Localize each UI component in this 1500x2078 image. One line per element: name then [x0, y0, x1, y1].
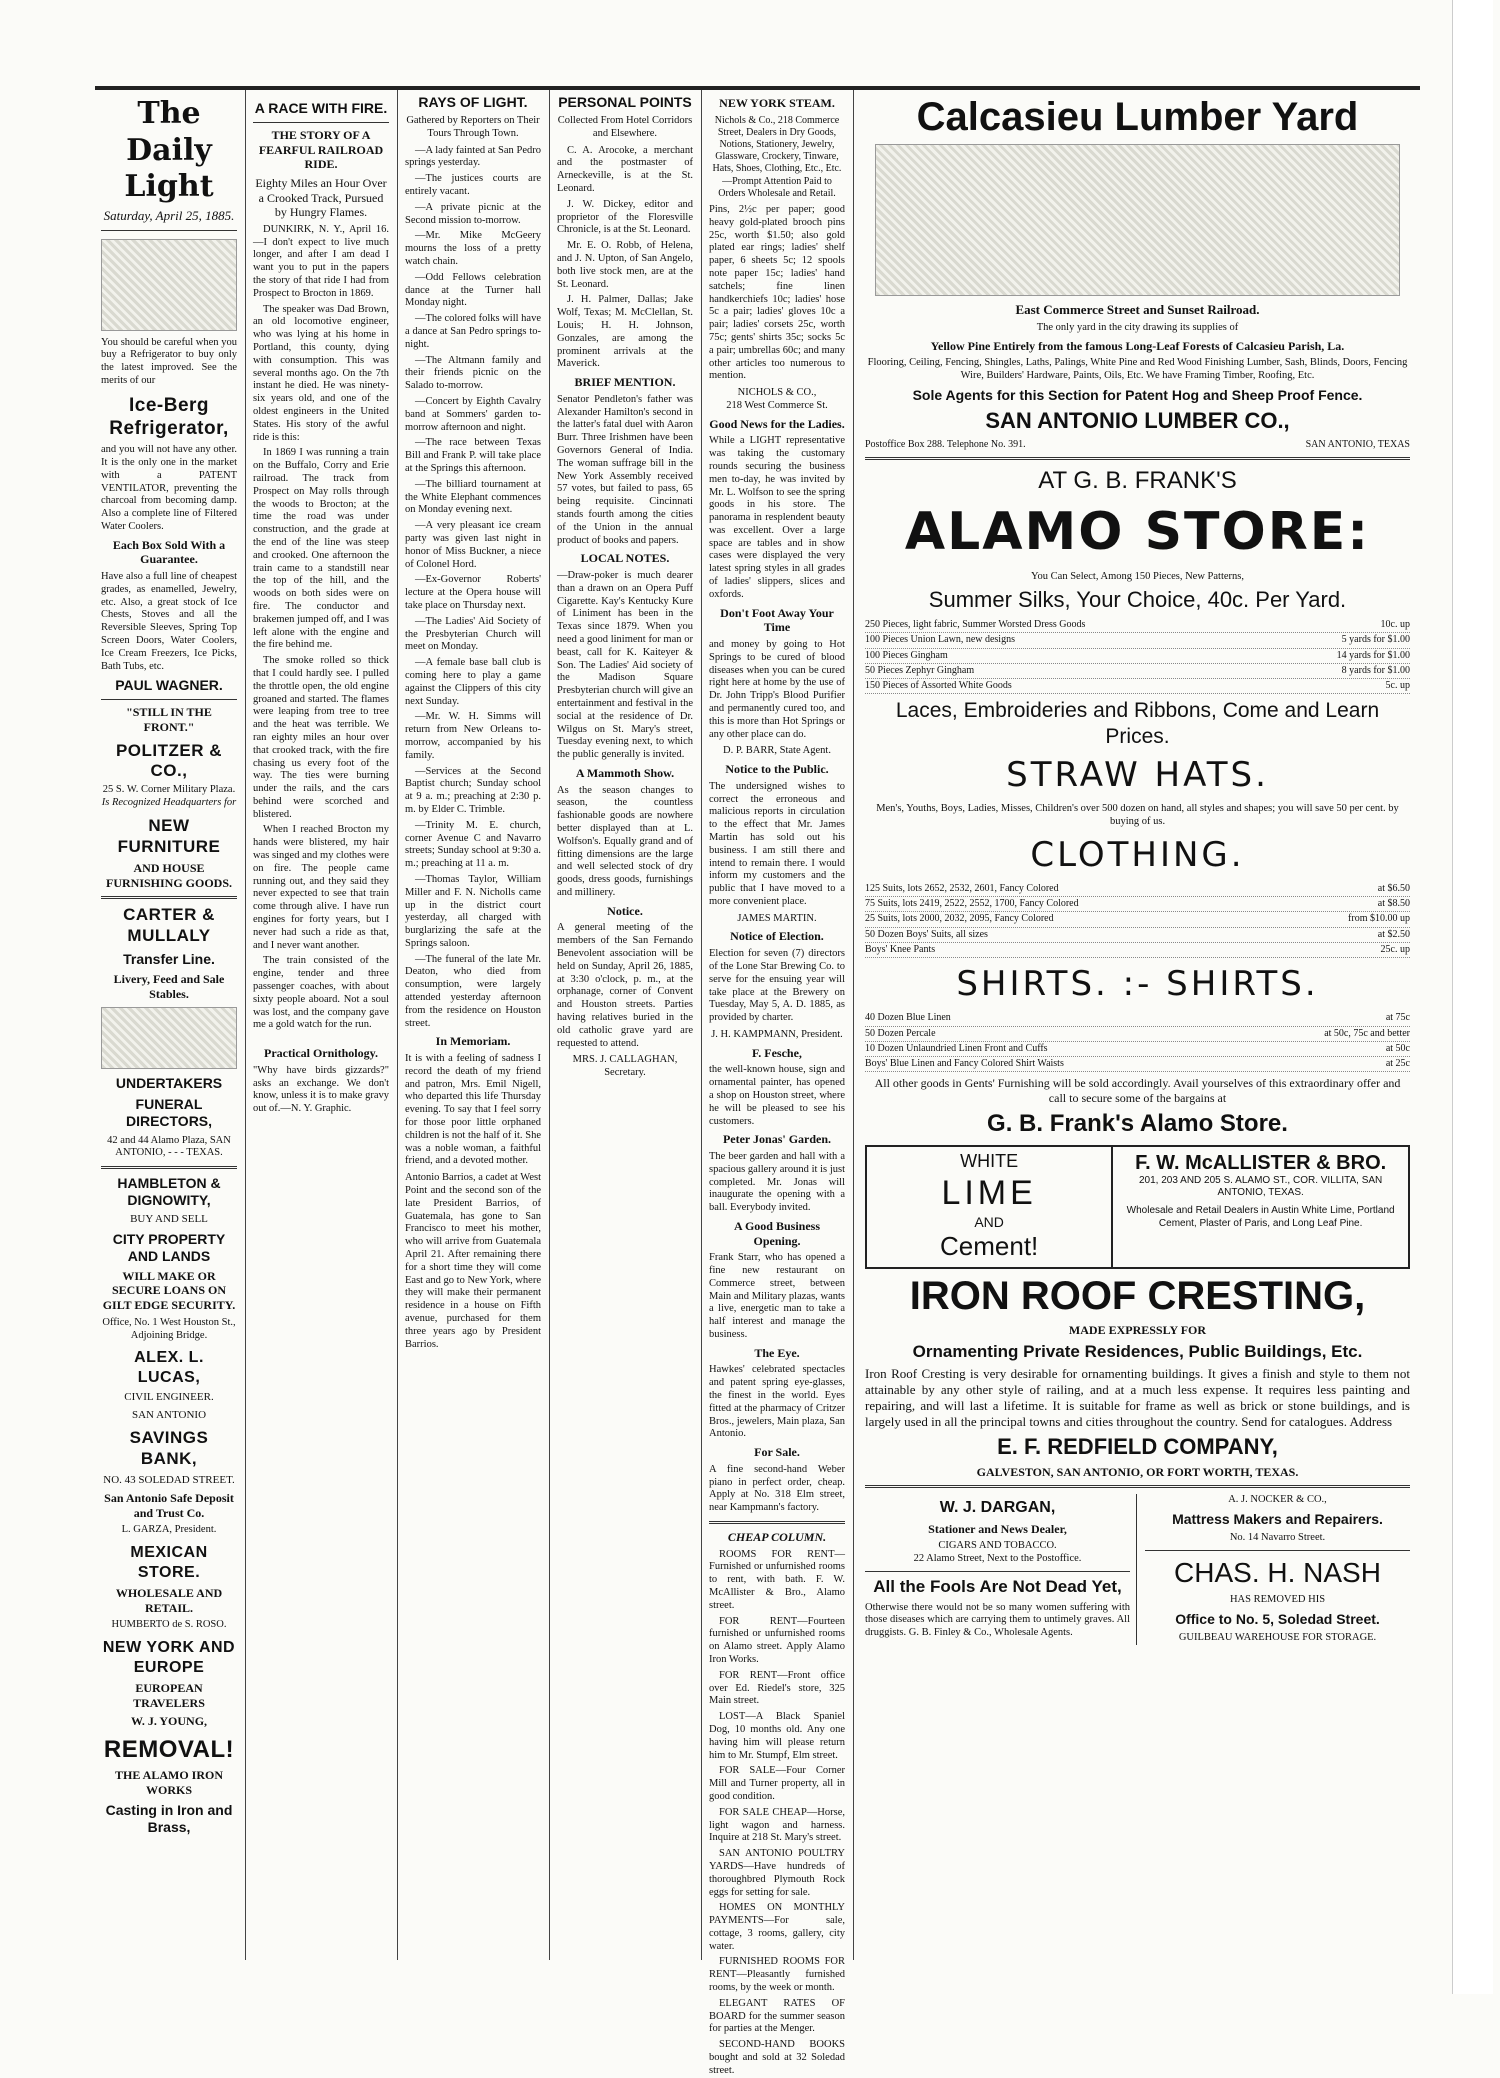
sale-title: For Sale.	[754, 1445, 800, 1460]
notice-title: Notice.	[607, 903, 643, 918]
savings-addr: NO. 43 SOLEDAD STREET.	[103, 1473, 235, 1486]
page-edge	[1452, 0, 1493, 1994]
masthead: The Daily Light	[124, 96, 214, 205]
calc-goods: Flooring, Ceiling, Fencing, Shingles, Laths, Palings, White Pine and Red Wood Finishing Lumber, Sash, Blinds, Doors, Fencing Wire, Builders' Hardware, Paints, Oils, Etc. We have Framing Timber, Roofing, Etc.	[867, 357, 1408, 382]
savings-bank: SAVINGS BANK,	[129, 1428, 209, 1468]
nysteam-sub: Nichols & Co., 218 Commerce Street, Dealers in Dry Goods, Notions, Stationery, Jewelry, Glassware, Crockery, Tinware, Hats, Shoes, Clothing, Etc., Etc.—Prompt Attention Paid to Orders Wholesale and Retail.	[712, 114, 842, 199]
column-5	[703, 90, 851, 2076]
price-line: 100 Pieces Union Lawn, new designs 5 yards for $1.00	[865, 633, 1410, 648]
calcasieu-title: Calcasieu Lumber Yard	[916, 95, 1359, 139]
rays-item: —Odd Fellows celebration dance at the Turner hall Monday night.	[405, 271, 541, 309]
lime-left: WHITE LIME AND Cement!	[867, 1147, 1113, 1267]
personal-sub: Collected From Hotel Corridors and Elsewhere.	[557, 115, 693, 139]
rays-item: —Concert by Eighth Cavalry band at Sommers' garden to-morrow afternoon and night.	[405, 396, 541, 433]
rays-item: —A female base ball club is coming here to play a game against the Clippers of this city next Sunday.	[405, 657, 541, 707]
rays-item: —The Ladies' Aid Society of the Presbyterian Church will meet on Monday.	[405, 615, 541, 653]
cheap-item: ELEGANT RATES OF BOARD for the summer season for parties at the Menger.	[709, 1997, 845, 2035]
callaghan: MRS. J. CALLAGHAN, Secretary.	[572, 1054, 678, 1079]
footaway: and money by going to Hot Springs to be cured of blood diseases when you can be cured right here at home by the use of Dr. John Tripp's Blood Purifier and permanently cured too, and this is more than Hot Springs or any other place can do.	[709, 638, 845, 740]
ny-europe: NEW YORK AND EUROPE	[102, 1639, 236, 1676]
savings-city: SAN ANTONIO	[131, 1408, 207, 1421]
european: EUROPEAN TRAVELERS	[133, 1681, 205, 1710]
livery: Livery, Feed and Sale Stables.	[113, 972, 225, 1001]
cheap-item: SECOND-HAND BOOKS bought and sold at 32 Soledad street.	[709, 2039, 845, 2076]
rays-item: —Trinity M. E. church, corner Avenue C and Navarro streets; Sunday school at 9:30 a. m.; preaching at 11 a. m.	[405, 819, 541, 870]
transfer-line: Transfer Line.	[123, 950, 215, 967]
refrig-title: Ice-Berg Refrigerator,	[109, 394, 229, 439]
summer-silks: Summer Silks, Your Choice, 40c. Per Yard.	[928, 587, 1347, 613]
refrig-guarantee: Each Box Sold With a Guarantee.	[112, 537, 226, 567]
hambleton-sub: BUY AND SELL	[130, 1213, 208, 1226]
price-line: 25 Suits, lots 2000, 2032, 2095, Fancy Colored from $10.00 up	[865, 912, 1410, 927]
opening-title: A Good Business Opening.	[733, 1218, 821, 1248]
notice: A general meeting of the members of the San Fernando Benevolent association will be held on Sunday, April 26, 1885, at 3:30 o'clock, p. m., at the orphanage, corner of Convent and Houston streets. Parties having relatives buried in the old catholic grave yard are requested to attend.	[557, 922, 693, 1049]
alamo-iron: THE ALAMO IRON WORKS	[114, 1768, 223, 1797]
personal-points: C. A. Arocoke, a merchant and the postmaster of Arneckeville, is at the St. Leonard. J. W. Dickey, editor and proprietor of the Floresville Chronicle, is at the St. Leonard. Mr. E. O. Robb, of Helena, and J. N. Upton, of San Angelo, both live stock men, are at the St. Leonard. J. H. Palmer, Dallas; Jake Wolf, Texas; M. McClellan, St. Louis; H. H. Johnson, Gonzales, are among the prominent arrivals at the Maverick.	[557, 144, 693, 370]
loans: WILL MAKE OR SECURE LOANS ON GILT EDGE SECURITY.	[102, 1268, 236, 1313]
nichols: NICHOLS & CO.,	[737, 387, 817, 399]
ladies: While a LIGHT representative was taking the customary rounds securing the business men to-day, he was invited by Mr. L. Wolfson to see the spring goods in his store. The panorama in resplendent beauty was excellent. Over a large space are tables and in show cases were displayed the very latest spring styles in all grades of ladies' slippers, slices and oxfords.	[709, 435, 845, 600]
column-4	[551, 90, 699, 1960]
calc-note: The only yard in the city drawing its supplies of	[1036, 321, 1239, 333]
rays-item: —The funeral of the late Mr. Deaton, who died from consumption, were largely attended yesterday afternoon from the residence on Houston street.	[405, 953, 541, 1029]
kampmann: J. H. KAMPMANN, President.	[711, 1028, 843, 1040]
laces: Laces, Embroideries and Ribbons, Come and Learn Prices.	[895, 699, 1380, 748]
local: —Draw-poker is much dearer than a drawn on an Opera Puff Cigarette. Kay's Kentucky Kure of Liniment has been in the Texas since 1879. When you need a good liniment for man or beast, call for K. Kaiteyer & Son. The Ladies' Aid society of the Madison Square Presbyterian church will give an entertainment and festival in the social at the residence of Dr. Wilgus on St. Mary's street, Tuesday evening next, to which the public generally is invited.	[557, 570, 693, 761]
cheap-item: ROOMS FOR RENT—Furnished or unfurnished rooms to rent, with bath. F. W. McAllister & Bro., Alamo street.	[709, 1548, 845, 1611]
furniture-intro: Is Recognized Headquarters for	[101, 796, 237, 808]
garden-title: Peter Jonas' Garden.	[722, 1132, 832, 1147]
calc-footer: Postoffice Box 288. Telephone No. 391. SAN ANTONIO, TEXAS	[865, 438, 1410, 450]
rays-item: —Ex-Governor Roberts' lecture at the Opera house will take place on Thursday next.	[405, 574, 541, 611]
personal-title: PERSONAL POINTS	[558, 94, 692, 110]
bottom-left: W. J. DARGAN, Stationer and News Dealer, CIGARS AND TOBACCO. 22 Alamo Street, Next to the Postoffice. All the Fools Are Not Dead Yet, Otherwise there would not be so many women suffering with those diseases which are carrying them to untimely graves. All druggists. G. B. Finley & Co., Wholesale Agents.	[865, 1494, 1137, 1645]
ornithology: "Why have birds gizzards?" asks an exchange. We don't know, unless it is to make gravy out of.—N. Y. Graphic.	[253, 1064, 389, 1115]
politzer-addr: 25 S. W. Corner Military Plaza.	[102, 784, 236, 796]
price-line: 100 Pieces Gingham 14 yards for $1.00	[865, 649, 1410, 664]
rays-title: RAYS OF LIGHT.	[418, 94, 528, 110]
iron-roof: IRON ROOF CRESTING,	[909, 1273, 1366, 1318]
city-property: CITY PROPERTY AND LANDS	[112, 1230, 226, 1264]
ornamenting: Ornamenting Private Residences, Public Buildings, Etc.	[912, 1341, 1363, 1361]
race-sub2: Eighty Miles an Hour Over a Crooked Track, Pursued by Hungry Flames.	[255, 175, 387, 220]
fresco: the well-known house, sign and ornamental painter, has opened a shop on Houston street, where he will be pleased to see his customers.	[709, 1064, 845, 1127]
alamo-store: ALAMO STORE:	[904, 502, 1371, 563]
silk-lines	[865, 618, 1410, 694]
rays-item: —Mr. Mike McGeery mourns the loss of a pretty watch chain.	[405, 230, 541, 268]
all-goods: All other goods in Gents' Furnishing will be sold accordingly. Avail yourselves of this extraordinary offer and call to secure some of the bargains at	[874, 1076, 1401, 1105]
memoriam: It is with a feeling of sadness I record the death of my friend and patron, Mrs. Emil Nigell, who departed this life Thursday evening. To say that I feel sorry for those poor little orphaned children is not the half of it. She was a noble woman, a faithful friend, and a devoted mother.	[405, 1053, 541, 1167]
mammoth-title: A Mammoth Show.	[575, 765, 675, 780]
price-line: Boys' Blue Linen and Fancy Colored Shirt Waists at 25c	[865, 1057, 1410, 1072]
clothing: CLOTHING.	[1030, 834, 1245, 875]
nysteam-title: NEW YORK STEAM.	[719, 96, 835, 110]
hambleton: HAMBLETON & DIGNOWITY,	[117, 1175, 221, 1209]
newspaper-page	[95, 86, 1420, 2076]
bottom-right: A. J. NOCKER & CO., Mattress Makers and Repairers. No. 14 Navarro Street. CHAS. H. NASH HAS REMOVED HIS Office to No. 5, Soledad Street. GUILBEAU WAREHOUSE FOR STORAGE.	[1145, 1494, 1410, 1645]
brief-title: BRIEF MENTION.	[574, 375, 676, 390]
public-title: Notice to the Public.	[725, 762, 829, 777]
price-line: 40 Dozen Blue Linen at 75c	[865, 1011, 1410, 1026]
illustration-hearse	[101, 1007, 237, 1069]
lime-right: F. W. McALLISTER & BRO. 201, 203 AND 205 S. ALAMO ST., COR. VILLITA, SAN ANTONIO, TEXAS. Wholesale and Retail Dealers in Austin White Lime, Portland Cement, Plaster of Paris, and Long Leaf Pine.	[1126, 1151, 1395, 1229]
select: You Can Select, Among 150 Pieces, New Patterns,	[1031, 570, 1244, 582]
cheap-list	[709, 1549, 845, 2078]
dateline: Saturday, April 25, 1885.	[101, 208, 237, 231]
refrig-more: Have also a full line of cheapest grades, as enamelled, Jewelry, etc. Also, a great stock of Ice Chests, Stoves and all the Reversible Sleeves, Spring Top Screen Doors, Water Coolers, Ice Cream Freezers, Ice Picks, Bath Tubs, etc.	[101, 571, 237, 672]
column-2	[247, 90, 395, 1960]
illustration-lumber-yard	[875, 144, 1400, 296]
frank-sign: G. B. Frank's Alamo Store.	[987, 1110, 1288, 1138]
ladies-title: Good News for the Ladies.	[709, 416, 845, 431]
straw-hats: STRAW HATS.	[1006, 755, 1269, 796]
nysteam-body: Pins, 2½c per paper; good heavy gold-plated brooch pins 25c, worth $1.50; also gold plated ear rings; ladies' shelf paper, 6 sheets 5c; 12 spools note paper 15c; ladies' hand satchels; fine linen handkerchiefs 10c; ladies' hose 5c a pair; ladies' gloves 10c a pair; ladies' corsets 25c, worth 75c; gents' shirts 35c; socks 5c a pair; umbrellas 60c; and many other articles too numerous to mention.	[709, 203, 845, 382]
rays-item: —The Altmann family and their friends picnic on the Salado to-morrow.	[405, 354, 541, 392]
made-for: MADE EXPRESSLY FOR	[1068, 1322, 1207, 1337]
redfield-addr: GALVESTON, SAN ANTONIO, OR FORT WORTH, TEXAS.	[976, 1464, 1299, 1479]
column-6-ads	[855, 90, 1420, 1960]
garza: L. GARZA, President.	[121, 1524, 217, 1536]
price-line: 50 Dozen Percale at 50c, 75c and better	[865, 1027, 1410, 1042]
funeral-addr: 42 and 44 Alamo Plaza, SAN ANTONIO, - - - TEXAS.	[107, 1134, 231, 1159]
calc-agents: Sole Agents for this Section for Patent Hog and Sheep Proof Fence.	[912, 386, 1363, 403]
wagner: PAUL WAGNER.	[115, 677, 223, 694]
mammoth: As the season changes to season, the countless fashionable goods are nowhere better displayed than at L. Wolfson's. Equally grand and of fitting dimensions are the large and well selected stock of dry goods, dress goods, furnishings and millinery.	[557, 784, 693, 898]
cheap-item: FURNISHED ROOMS FOR RENT—Pleasantly furnished rooms, by the week or month.	[709, 1956, 845, 1994]
calc-pine: Yellow Pine Entirely from the famous Long-Leaf Forests of Calcasieu Parish, La.	[930, 338, 1345, 353]
election: Election for seven (7) directors of the Lone Star Brewing Co. to serve for the ensuing year will take place at the Brewery on Tuesday, May 5, A. D. 1885, as provided by charter.	[709, 948, 845, 1024]
politzer: POLITZER & CO.,	[115, 740, 223, 781]
price-line: 75 Suits, lots 2419, 2522, 2552, 1700, Fancy Colored at $8.50	[865, 897, 1410, 912]
mexican-store: MEXICAN STORE.	[130, 1544, 208, 1581]
lime-ad	[865, 1145, 1410, 1269]
fresco-title: F. Fesche,	[752, 1045, 802, 1060]
price-line: 50 Dozen Boys' Suits, all sizes at $2.50	[865, 928, 1410, 943]
race-sub1: THE STORY OF A FEARFUL RAILROAD RIDE.	[258, 128, 384, 172]
lucas: ALEX. L. LUCAS,	[134, 1349, 204, 1386]
cheap-item: FOR RENT—Front office over Ed. Riedel's store, 325 Main street.	[709, 1669, 845, 1707]
garden: The beer garden and hall with a spacious gallery around it is just completed. Mr. Jonas will inaugurate the opening with a ball. Everybody invited.	[709, 1150, 845, 1214]
martin: JAMES MARTIN.	[737, 912, 817, 924]
rays-item: —A very pleasant ice cream party was given last night in honor of Miss Buckner, a niece of Colonel Hord.	[405, 520, 541, 570]
rays-sub: Gathered by Reporters on Their Tours Through Town.	[406, 115, 540, 139]
iron-body: Iron Roof Cresting is very desirable for ornamenting buildings. It gives a finish and style to them not attainable by any other style of railing, and at a much less expense. It requires less painting and repairing, and will last a lifetime. It is suitable for frame as well as brick or stone buildings, and is largely used in all the principal towns and cities throughout the country. Send for catalogues. Address	[865, 1366, 1410, 1429]
wagner-tag: "STILL IN THE FRONT."	[126, 705, 212, 735]
rays-item: —Mr. W. H. Simms will return from New Orleans to-morrow, accompanied by his family.	[405, 711, 541, 761]
rays-item: —A lady fainted at San Pedro springs yesterday.	[405, 144, 541, 169]
humberto: HUMBERTO de S. ROSO.	[111, 1619, 227, 1631]
shirt-lines	[865, 1011, 1410, 1072]
brief: Senator Pendleton's father was Alexander Hamilton's second in the latter's fatal duel with Aaron Burr. Three Irishmen have been Governors General of India. The woman suffrage bill in the New York Assembly received 57 votes, but failed to pass, 65 being requisite. Cincinnati stands fourth among the cities of the Union in the annual product of books and papers.	[557, 393, 693, 546]
mexican-sub: WHOLESALE AND RETAIL.	[115, 1586, 223, 1615]
price-line: 250 Pieces, light fabric, Summer Worsted Dress Goods 10c. up	[865, 618, 1410, 633]
cheap-item: LOST—A Black Spaniel Dog, 10 months old. Any one having him will please return him to Mr. Stumpf, Elm street.	[709, 1711, 845, 1761]
eye: Hawkes' celebrated spectacles and patent spring eye-glasses, the finest in the world. Eyes fitted at the pharmacy of Critzer Bros., jewelers, Main plaza, San Antonio.	[709, 1364, 845, 1440]
cheap-item: FOR SALE CHEAP—Horse, light wagon and harness. Inquire at 218 St. Mary's street.	[709, 1806, 845, 1844]
price-line: 50 Pieces Zephyr Gingham 8 yards for $1.00	[865, 664, 1410, 679]
illustration-boy-frog	[101, 239, 237, 331]
calc-company: SAN ANTONIO LUMBER CO.,	[985, 407, 1290, 433]
rays-item: —The justices courts are entirely vacant.	[405, 173, 541, 198]
election-title: Notice of Election.	[730, 929, 824, 944]
barr: D. P. BARR, State Agent.	[723, 745, 831, 757]
rays-item: —The race between Texas Bill and Frank P. will take place at the Springs this afternoon.	[405, 437, 541, 474]
nichols-addr: 218 West Commerce St.	[726, 399, 828, 411]
barrios: Antonio Barrios, a cadet at West Point and the second son of the late President Barrios, of Guatemala, has gone to San Francisco to meet his mother, who will arrive from Guatemala April 21. After remaining there for a short time they will come East and go to New York, where they will make their permanent residence in a house on Fifth avenue, purchased for them three years ago by President Barrios.	[405, 1172, 542, 1350]
race-article: DUNKIRK, N. Y., April 16.—I don't expect to live much longer, and after I am dead I want you to put in the papers the story of that ride I had from Prospect to Brocton in 1869. The speaker was Dad Brown, an old locomotive engineer, who was lying at his home in Portland, this county, dying with consumption. This was several months ago. On the 7th instant he died. He was ninety-six years old, and one of the oldest engineers in the United States. His story of the awful ride is this: In 1869 I was running a train on the Buffalo, Corry and Erie railroad. The track from Prospect on May rolls through the woods to Brocton; at the time the road was under construction, and the grade at the end of the line was steep and crooked. One afternoon the train came to a standstill near the top of the hill, and the woods on both sides were on fire. The conductor and brakemen jumped off, and I was left alone with the engine and the fire behind me. The smoke rolled so thick that I could hardly see. I pulled the throttle open, the old engine groaned and started. The flames were leaping from tree to tree and the heat was terrible. We ran eighty miles an hour over that crooked track, with the fire chasing us every foot of the way. The ties were burning under the rails, and the cars behind were scorched and blistered. When I reached Brocton my hands were blistered, my hair was singed and my clothes were on fire. The people came running out, and they said they never expected to see that train come through alive. I have run engines for forty years, but I never had such a ride as that, and I never want another. The train consisted of the engine, tender and three passenger coaches, with about sixty people aboard. Not a soul was lost, and the company gave me a gold watch for the run.	[253, 223, 389, 1031]
cheap-item: HOMES ON MONTHLY PAYMENTS—For sale, cottage, 3 rooms, gallery, city water.	[709, 1902, 845, 1952]
frank-at: AT G. B. FRANK'S	[1038, 466, 1237, 494]
ornithology-title: Practical Ornithology.	[264, 1046, 378, 1061]
cheap-title: CHEAP COLUMN.	[727, 1529, 827, 1544]
furniture-sub: AND HOUSE FURNISHING GOODS.	[105, 861, 233, 890]
office: Office, No. 1 West Houston St., Adjoining Bridge.	[102, 1316, 236, 1341]
column-3	[399, 90, 547, 1960]
price-line: 125 Suits, lots 2652, 2532, 2601, Fancy Colored at $6.50	[865, 882, 1410, 897]
footaway-title: Don't Foot Away Your Time	[720, 605, 834, 635]
opening: Frank Starr, who has opened a fine new restaurant on Commerce street, between Main and Military plazas, wants a live, energetic man to take a half interest and manage the business.	[709, 1252, 845, 1340]
rays-item: —The colored folks will have a dance at San Pedro springs to-night.	[405, 313, 541, 350]
lucas-sub: CIVIL ENGINEER.	[124, 1391, 214, 1404]
rays-list	[405, 145, 541, 1031]
sale: A fine second-hand Weber piano in perfect order, cheap. Apply at No. 318 Elm street, near Kampmann's factory.	[709, 1463, 845, 1514]
cheap-item: FOR RENT—Fourteen furnished or unfurnished rooms on Alamo street. Apply Alamo Iron Works.	[709, 1615, 845, 1665]
refrig-body: and you will not have any other. It is the only one in the market with a PATENT VENTILATOR, preventing the charcoal from becoming damp. Also a complete line of Filtered Water Coolers.	[101, 444, 237, 532]
funeral-directors: FUNERAL DIRECTORS,	[125, 1096, 213, 1130]
straw-note: Men's, Youths, Boys, Ladies, Misses, Children's over 500 dozen on hand, all styles and shapes; you will save 50 per cent. by buying of us.	[876, 802, 1399, 827]
rays-item: —Services at the Second Baptist church; Sunday school at 9 a. m.; preaching at 2:30 p. m. by Elder C. Trimble.	[405, 765, 541, 815]
eye-title: The Eye.	[754, 1345, 800, 1360]
casting: Casting in Iron and Brass,	[105, 1801, 233, 1835]
column-1	[95, 90, 243, 1960]
memoriam-title: In Memoriam.	[435, 1034, 511, 1049]
refrig-notice: You should be careful when you buy a Refrigerator to buy only the latest improved. See the merits of our	[101, 336, 237, 387]
bottom-ads	[865, 1494, 1410, 1645]
cheap-item: FOR SALE—Four Corner Mill and Turner property, all in good condition.	[709, 1765, 845, 1802]
cloth-lines	[865, 882, 1410, 958]
local-title: LOCAL NOTES.	[580, 551, 670, 566]
cheap-item: SAN ANTONIO POULTRY YARDS—Have hundreds of thoroughbred Plymouth Rock eggs for setting for sale.	[709, 1848, 845, 1898]
undertakers: UNDERTAKERS	[115, 1075, 223, 1092]
calc-addr: East Commerce Street and Sunset Railroad.	[1015, 302, 1260, 317]
rays-item: —A private picnic at the Second mission to-morrow.	[405, 201, 541, 226]
price-line: Boys' Knee Pants 25c. up	[865, 943, 1410, 958]
redfield: E. F. REDFIELD COMPANY,	[997, 1433, 1278, 1459]
price-line: 10 Dozen Unlaundried Linen Front and Cuffs at 50c	[865, 1042, 1410, 1057]
rays-item: —Thomas Taylor, William Miller and F. N. Nicholls came up in the district court yesterday, all charged with burglarizing the safe at the Springs saloon.	[405, 873, 541, 949]
safe-deposit: San Antonio Safe Deposit and Trust Co.	[104, 1491, 234, 1520]
removal: REMOVAL!	[103, 1736, 235, 1764]
new-furniture: NEW FURNITURE	[117, 815, 221, 856]
race-title: A RACE WITH FIRE.	[254, 100, 388, 116]
price-line: 150 Pieces of Assorted White Goods 5c. up	[865, 679, 1410, 694]
shirts: SHIRTS. :- SHIRTS.	[956, 963, 1319, 1004]
carter-mullaly: CARTER & MULLALY	[123, 905, 215, 946]
rays-item: —The billiard tournament at the White Elephant commences on Monday evening next.	[405, 478, 541, 516]
young: W. J. YOUNG,	[130, 1714, 208, 1729]
public: The undersigned wishes to correct the erroneous and malicious reports in circulation to the effect that Mr. James Martin has sold out his business. I am still there and intend to remain there. I would inform my customers and the public that I have moved to a more convenient place.	[709, 780, 845, 907]
